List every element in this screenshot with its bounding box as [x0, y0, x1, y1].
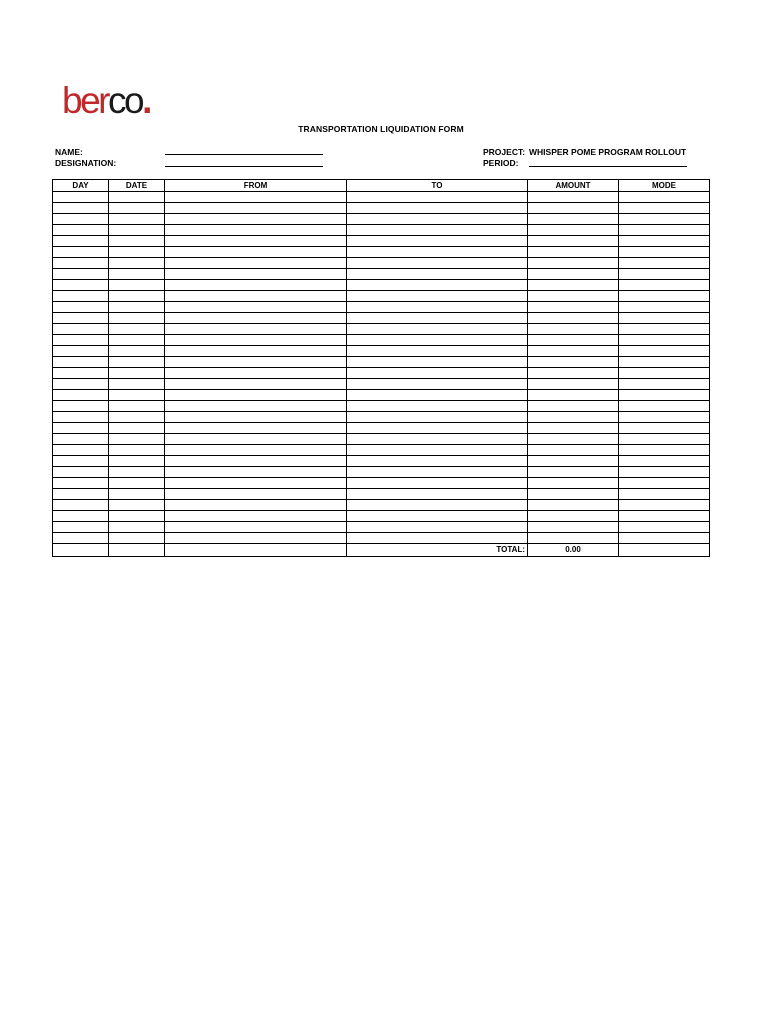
cell-mode[interactable]: [619, 214, 710, 225]
cell-date[interactable]: [109, 324, 165, 335]
table-row: [53, 192, 710, 203]
cell-date[interactable]: [109, 269, 165, 280]
table-row: [53, 225, 710, 236]
cell-mode[interactable]: [619, 401, 710, 412]
total-value: 0.00: [528, 544, 619, 557]
cell-day[interactable]: [53, 258, 109, 269]
cell-to[interactable]: [347, 258, 528, 269]
cell-date[interactable]: [109, 357, 165, 368]
cell-amount[interactable]: [528, 456, 619, 467]
table-row: [53, 335, 710, 346]
cell-date[interactable]: [109, 280, 165, 291]
cell-amount[interactable]: [528, 236, 619, 247]
cell-day[interactable]: [53, 379, 109, 390]
cell-day[interactable]: [53, 247, 109, 258]
project-label: PROJECT:: [483, 147, 526, 157]
cell-from[interactable]: [165, 401, 347, 412]
cell-from[interactable]: [165, 214, 347, 225]
cell-from[interactable]: [165, 280, 347, 291]
cell-from[interactable]: [165, 456, 347, 467]
column-header-amount: AMOUNT: [528, 180, 619, 192]
cell-day[interactable]: [53, 445, 109, 456]
cell-amount[interactable]: [528, 357, 619, 368]
cell-day[interactable]: [53, 269, 109, 280]
cell-day[interactable]: [53, 401, 109, 412]
cell-mode[interactable]: [619, 423, 710, 434]
cell-to[interactable]: [347, 247, 528, 258]
cell-from[interactable]: [165, 324, 347, 335]
cell-to[interactable]: [347, 511, 528, 522]
cell-to[interactable]: [347, 412, 528, 423]
form-title: TRANSPORTATION LIQUIDATION FORM: [298, 124, 464, 134]
cell-date[interactable]: [109, 214, 165, 225]
cell-amount[interactable]: [528, 511, 619, 522]
cell-to[interactable]: [347, 357, 528, 368]
cell-from[interactable]: [165, 258, 347, 269]
cell-day[interactable]: [53, 346, 109, 357]
cell-mode[interactable]: [619, 225, 710, 236]
cell-to[interactable]: [347, 291, 528, 302]
cell-from[interactable]: [165, 368, 347, 379]
cell-mode[interactable]: [619, 357, 710, 368]
table-row: [53, 423, 710, 434]
cell-date[interactable]: [109, 247, 165, 258]
cell-from[interactable]: [165, 478, 347, 489]
cell-mode[interactable]: [619, 467, 710, 478]
cell-mode[interactable]: [619, 313, 710, 324]
cell-day[interactable]: [53, 434, 109, 445]
cell-from[interactable]: [165, 445, 347, 456]
cell-to[interactable]: [347, 478, 528, 489]
cell-to[interactable]: [347, 203, 528, 214]
table-header-row: [53, 180, 710, 192]
cell-amount[interactable]: [528, 258, 619, 269]
cell-to[interactable]: [347, 401, 528, 412]
cell-from[interactable]: [165, 192, 347, 203]
table-row: [53, 500, 710, 511]
cell-date[interactable]: [109, 203, 165, 214]
cell-mode[interactable]: [619, 500, 710, 511]
cell-date[interactable]: [109, 390, 165, 401]
cell-day[interactable]: [53, 280, 109, 291]
cell-date[interactable]: [109, 346, 165, 357]
cell-to[interactable]: [347, 500, 528, 511]
column-header-to: TO: [347, 180, 528, 192]
cell-mode[interactable]: [619, 192, 710, 203]
cell-amount[interactable]: [528, 379, 619, 390]
cell-to[interactable]: [347, 280, 528, 291]
period-line[interactable]: [529, 166, 687, 167]
cell-amount[interactable]: [528, 324, 619, 335]
cell-amount[interactable]: [528, 192, 619, 203]
column-header-from: FROM: [165, 180, 347, 192]
cell-amount[interactable]: [528, 225, 619, 236]
cell-amount[interactable]: [528, 335, 619, 346]
cell-mode[interactable]: [619, 280, 710, 291]
cell-from[interactable]: [165, 511, 347, 522]
table-row: [53, 313, 710, 324]
cell-date[interactable]: [109, 544, 165, 557]
cell-date[interactable]: [109, 192, 165, 203]
designation-line[interactable]: [165, 166, 323, 167]
table-row: [53, 412, 710, 423]
cell-mode[interactable]: [619, 390, 710, 401]
table-row: [53, 533, 710, 544]
designation-label: DESIGNATION:: [55, 158, 117, 168]
cell-day[interactable]: [53, 533, 109, 544]
cell-amount[interactable]: [528, 346, 619, 357]
cell-amount[interactable]: [528, 500, 619, 511]
table-row: [53, 291, 710, 302]
table-row: [53, 379, 710, 390]
cell-day[interactable]: [53, 368, 109, 379]
cell-date[interactable]: [109, 313, 165, 324]
project-value: WHISPER POME PROGRAM ROLLOUT: [529, 147, 687, 157]
cell-from[interactable]: [165, 335, 347, 346]
berco-logo: [62, 82, 150, 119]
cell-amount[interactable]: [528, 434, 619, 445]
cell-date[interactable]: [109, 500, 165, 511]
cell-from[interactable]: [165, 544, 347, 557]
cell-from[interactable]: [165, 489, 347, 500]
cell-mode[interactable]: [619, 445, 710, 456]
cell-day[interactable]: [53, 412, 109, 423]
cell-date[interactable]: [109, 445, 165, 456]
table-row: [53, 401, 710, 412]
cell-amount[interactable]: [528, 313, 619, 324]
cell-amount[interactable]: [528, 203, 619, 214]
cell-mode[interactable]: [619, 456, 710, 467]
cell-amount[interactable]: [528, 280, 619, 291]
cell-day[interactable]: [53, 456, 109, 467]
cell-to[interactable]: [347, 445, 528, 456]
cell-mode[interactable]: [619, 434, 710, 445]
name-line[interactable]: [165, 154, 323, 155]
cell-day[interactable]: [53, 302, 109, 313]
cell-to[interactable]: [347, 214, 528, 225]
cell-to[interactable]: [347, 324, 528, 335]
cell-mode[interactable]: [619, 368, 710, 379]
table-row: [53, 346, 710, 357]
cell-day[interactable]: [53, 313, 109, 324]
cell-from[interactable]: [165, 203, 347, 214]
cell-to[interactable]: [347, 489, 528, 500]
cell-to[interactable]: [347, 236, 528, 247]
cell-from[interactable]: [165, 236, 347, 247]
cell-date[interactable]: [109, 467, 165, 478]
cell-day[interactable]: [53, 214, 109, 225]
liquidation-table: [52, 179, 710, 557]
cell-day[interactable]: [53, 522, 109, 533]
cell-day[interactable]: [53, 357, 109, 368]
cell-amount[interactable]: [528, 214, 619, 225]
cell-day[interactable]: [53, 423, 109, 434]
cell-from[interactable]: [165, 247, 347, 258]
table-row: [53, 489, 710, 500]
cell-to[interactable]: [347, 522, 528, 533]
cell-to[interactable]: [347, 335, 528, 346]
table-row: [53, 280, 710, 291]
cell-amount[interactable]: [528, 478, 619, 489]
table-row: [53, 269, 710, 280]
cell-from[interactable]: [165, 412, 347, 423]
table-row: [53, 434, 710, 445]
cell-day[interactable]: [53, 192, 109, 203]
cell-mode[interactable]: [619, 478, 710, 489]
cell-date[interactable]: [109, 423, 165, 434]
cell-amount[interactable]: [528, 291, 619, 302]
cell-day[interactable]: [53, 511, 109, 522]
cell-from[interactable]: [165, 225, 347, 236]
cell-day[interactable]: [53, 478, 109, 489]
table-row: [53, 467, 710, 478]
column-header-date: DATE: [109, 180, 165, 192]
cell-mode[interactable]: [619, 269, 710, 280]
cell-date[interactable]: [109, 456, 165, 467]
cell-date[interactable]: [109, 368, 165, 379]
table-row: [53, 522, 710, 533]
cell-amount[interactable]: [528, 445, 619, 456]
cell-date[interactable]: [109, 434, 165, 445]
cell-from[interactable]: [165, 533, 347, 544]
cell-date[interactable]: [109, 291, 165, 302]
cell-from[interactable]: [165, 467, 347, 478]
cell-date[interactable]: [109, 533, 165, 544]
cell-day[interactable]: [53, 500, 109, 511]
total-row: [53, 544, 710, 557]
cell-date[interactable]: [109, 489, 165, 500]
column-header-mode: MODE: [619, 180, 710, 192]
cell-to[interactable]: [347, 225, 528, 236]
table-row: [53, 214, 710, 225]
total-label: TOTAL:: [347, 544, 528, 557]
cell-amount[interactable]: [528, 269, 619, 280]
table-row: [53, 258, 710, 269]
cell-date[interactable]: [109, 379, 165, 390]
cell-to[interactable]: [347, 313, 528, 324]
logo-part-co: co: [107, 80, 143, 121]
table-row: [53, 203, 710, 214]
cell-amount[interactable]: [528, 247, 619, 258]
cell-day[interactable]: [53, 335, 109, 346]
cell-from[interactable]: [165, 313, 347, 324]
cell-to[interactable]: [347, 533, 528, 544]
period-label: PERIOD:: [483, 158, 519, 168]
cell-from[interactable]: [165, 390, 347, 401]
cell-mode[interactable]: [619, 258, 710, 269]
cell-from[interactable]: [165, 269, 347, 280]
table-row: [53, 456, 710, 467]
cell-amount[interactable]: [528, 489, 619, 500]
table-row: [53, 390, 710, 401]
cell-amount[interactable]: [528, 522, 619, 533]
cell-from[interactable]: [165, 500, 347, 511]
cell-to[interactable]: [347, 456, 528, 467]
cell-mode[interactable]: [619, 236, 710, 247]
table-row: [53, 324, 710, 335]
cell-day[interactable]: [53, 203, 109, 214]
cell-to[interactable]: [347, 269, 528, 280]
cell-to[interactable]: [347, 467, 528, 478]
cell-mode[interactable]: [619, 489, 710, 500]
cell-date[interactable]: [109, 522, 165, 533]
cell-mode[interactable]: [619, 324, 710, 335]
logo-dot: .: [142, 80, 150, 121]
cell-to[interactable]: [347, 390, 528, 401]
table-row: [53, 247, 710, 258]
cell-day[interactable]: [53, 489, 109, 500]
cell-mode[interactable]: [619, 335, 710, 346]
cell-day[interactable]: [53, 390, 109, 401]
cell-mode[interactable]: [619, 291, 710, 302]
cell-from[interactable]: [165, 423, 347, 434]
cell-day[interactable]: [53, 544, 109, 557]
cell-to[interactable]: [347, 423, 528, 434]
cell-from[interactable]: [165, 434, 347, 445]
cell-mode[interactable]: [619, 522, 710, 533]
cell-mode[interactable]: [619, 412, 710, 423]
cell-date[interactable]: [109, 412, 165, 423]
cell-date[interactable]: [109, 225, 165, 236]
column-header-day: DAY: [53, 180, 109, 192]
cell-to[interactable]: [347, 434, 528, 445]
cell-date[interactable]: [109, 511, 165, 522]
cell-from[interactable]: [165, 302, 347, 313]
table-row: [53, 368, 710, 379]
cell-from[interactable]: [165, 357, 347, 368]
cell-amount[interactable]: [528, 412, 619, 423]
name-label: NAME:: [55, 147, 83, 157]
cell-mode[interactable]: [619, 533, 710, 544]
cell-mode[interactable]: [619, 544, 710, 557]
logo-part-ber: ber: [62, 80, 108, 121]
cell-day[interactable]: [53, 236, 109, 247]
cell-from[interactable]: [165, 522, 347, 533]
cell-from[interactable]: [165, 346, 347, 357]
cell-amount[interactable]: [528, 467, 619, 478]
cell-to[interactable]: [347, 368, 528, 379]
cell-day[interactable]: [53, 225, 109, 236]
cell-day[interactable]: [53, 467, 109, 478]
cell-date[interactable]: [109, 478, 165, 489]
cell-from[interactable]: [165, 291, 347, 302]
table-row: [53, 445, 710, 456]
cell-amount[interactable]: [528, 423, 619, 434]
cell-amount[interactable]: [528, 533, 619, 544]
cell-mode[interactable]: [619, 511, 710, 522]
table-row: [53, 511, 710, 522]
cell-from[interactable]: [165, 379, 347, 390]
cell-to[interactable]: [347, 302, 528, 313]
cell-date[interactable]: [109, 302, 165, 313]
table-row: [53, 478, 710, 489]
cell-to[interactable]: [347, 379, 528, 390]
cell-amount[interactable]: [528, 368, 619, 379]
table-row: [53, 357, 710, 368]
cell-mode[interactable]: [619, 379, 710, 390]
cell-day[interactable]: [53, 324, 109, 335]
table-row: [53, 302, 710, 313]
table-row: [53, 236, 710, 247]
cell-date[interactable]: [109, 258, 165, 269]
cell-mode[interactable]: [619, 346, 710, 357]
cell-to[interactable]: [347, 192, 528, 203]
cell-mode[interactable]: [619, 247, 710, 258]
cell-date[interactable]: [109, 401, 165, 412]
cell-to[interactable]: [347, 346, 528, 357]
cell-amount[interactable]: [528, 390, 619, 401]
cell-mode[interactable]: [619, 302, 710, 313]
cell-amount[interactable]: [528, 302, 619, 313]
cell-amount[interactable]: [528, 401, 619, 412]
cell-day[interactable]: [53, 291, 109, 302]
cell-mode[interactable]: [619, 203, 710, 214]
cell-date[interactable]: [109, 236, 165, 247]
cell-date[interactable]: [109, 335, 165, 346]
